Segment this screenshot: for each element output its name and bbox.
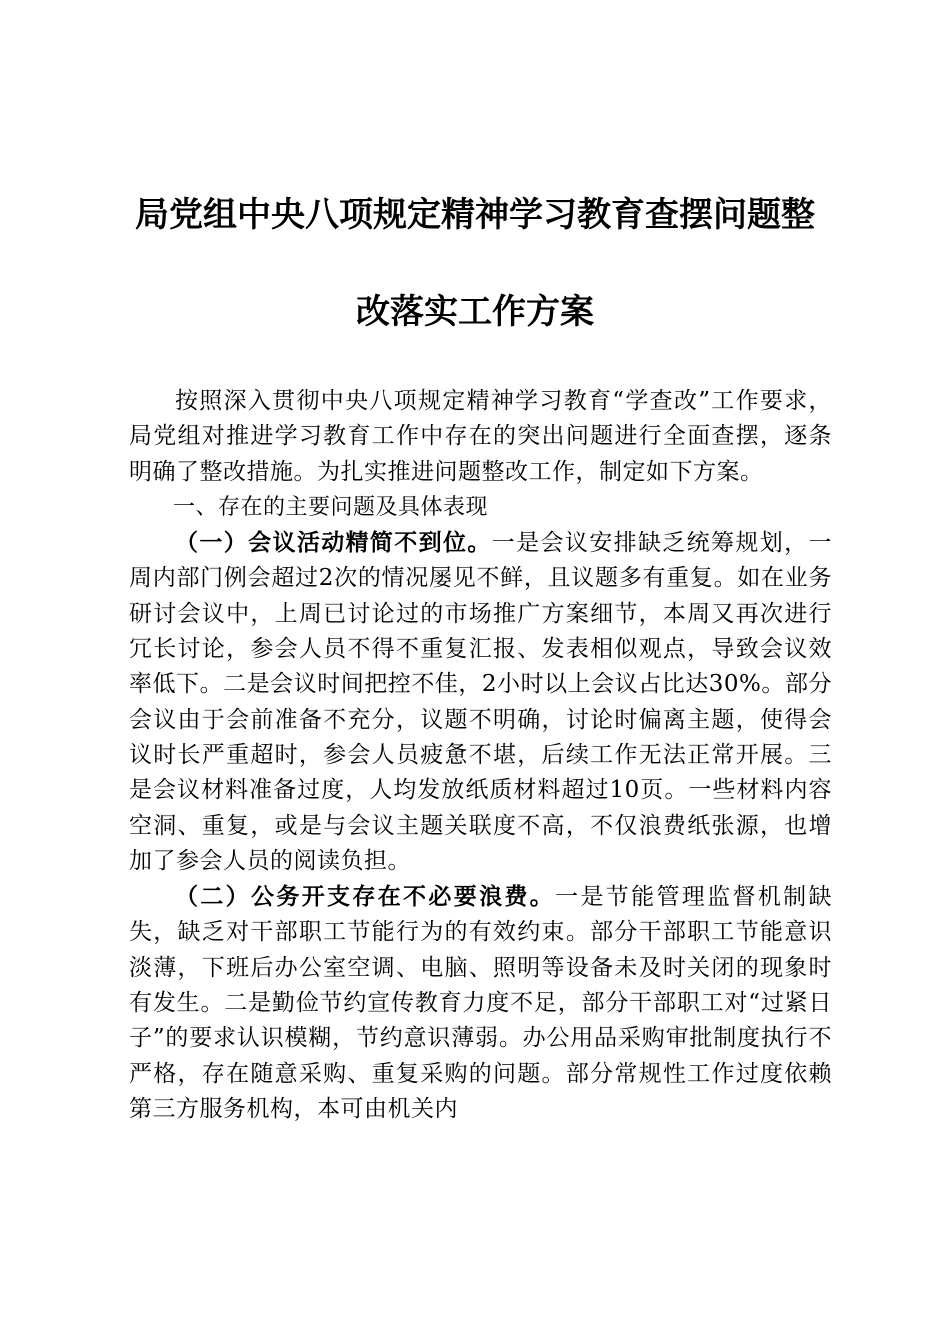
item-2-heading: （二）公务开支存在不必要浪费。 xyxy=(175,883,556,911)
item-2-paragraph xyxy=(129,879,832,1127)
item-1-heading: （一）会议活动精简不到位。 xyxy=(175,529,492,557)
document-title-line-1: 局党组中央八项规定精神学习教育查摆问题整 xyxy=(135,195,815,235)
item-2-text: 一是节能管理监督机制缺失，缺乏对干部职工节能行为的有效约束。部分干部职工节能意识淡薄，下班后办公室空调、电脑、照明等设备未及时关闭的现象时有发生。二是勤俭节约宣传教育力度不足，部分干部职工对“过紧日子”的要求认识模糊，节约意识薄弱。办公用品采购审批制度执行不严格，存在随意采购、重复采购的问题。部分常规性工作过度依赖第三方服务机构，本可由机关内 xyxy=(129,884,833,1122)
intro-paragraph: 按照深入贯彻中央八项规定精神学习教育“学查改”工作要求，局党组对推进学习教育工作中存在的突出问题进行全面查摆，逐条明确了整改措施。为扎实推进问题整改工作，制定如下方案。 xyxy=(129,388,832,485)
section-1-heading: 一、存在的主要问题及具体表现 xyxy=(173,494,489,520)
document-body xyxy=(129,384,832,1127)
item-1-paragraph xyxy=(129,525,832,879)
document-title-line-2: 改落实工作方案 xyxy=(356,292,594,332)
item-1-text: 一是会议安排缺乏统筹规划，一周内部门例会超过2次的情况屡见不鲜，且议题多有重复。如在业务研讨会议中，上周已讨论过的市场推广方案细节，本周又再次进行冗长讨论，参会人员不得不重复汇报、发表相似观点，导致会议效率低下。二是会议时间把控不佳，2小时以上会议占比达30%。部分会议由于会前准备不充分，议题不明确，讨论时偏离主题，使得会议时长严重超时，参会人员疲惫不堪，后续工作无法正常开展。三是会议材料准备过度，人均发放纸质材料超过10页。一些材料内容空洞、重复，或是与会议主题关联度不高，不仅浪费纸张源，也增加了参会人员的阅读负担。 xyxy=(129,530,833,874)
